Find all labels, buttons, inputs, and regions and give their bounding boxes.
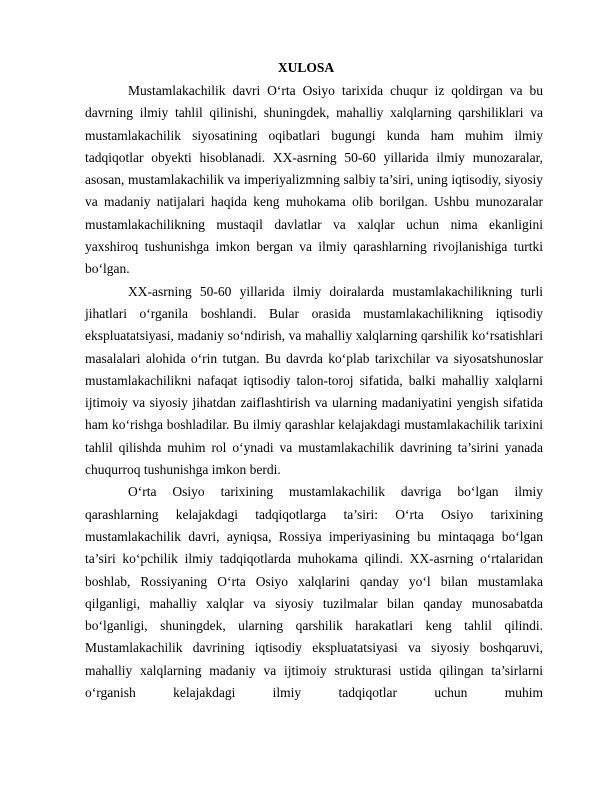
paragraph-2: XX-asrning 50-60 yillarida ilmiy doiralarda mustamlakachilikning turli jihatlari o‘rganila boshlandi. Bular orasida mustamlakachilikning iqtisodiy ekspluatatsiyasi, madaniy so‘ndirish, va mahalliy xalqlarning qarshilik ko‘rsatishlari masalalari alohida o‘rin tutgan. Bu davrda ko‘plab tarixchilar va siyosatshunoslar mustamlakachilikni nafaqat iqtisodiy talon-toroj sifatida, balki mahalliy xalqlarni ijtimoiy va siyosiy jihatdan zaiflashtirish va ularning madaniyatini yengish sifatida ham ko‘rishga boshladilar. Bu ilmiy qarashlar kelajakdagi mustamlakachilik tarixini tahlil qilishda muhim rol o‘ynadi va mustamlakachilik davrining ta’sirini yanada chuqurroq tushunishga imkon berdi. <box>85 283 543 478</box>
document-title: XULOSA <box>277 60 335 75</box>
paragraph-1: Mustamlakachilik davri O‘rta Osiyo tarixida chuqur iz qoldirgan va bu davrning ilmiy tahlil qilinishi, shuningdek, mahalliy xalqlarning qarshiliklari va mustamlakachilik siyosatining oqibatlari bugungi kunda ham muhim ilmiy tadqiqotlar obyekti hisoblanadi. XX-asrning 50-60 yillarida ilmiy munozaralar, asosan, mustamlakachilik va imperiyalizmning salbiy ta’siri, uning iqtisodiy, siyosiy va madaniy natijalari haqida keng muhokama olib borilgan. Ushbu munozaralar mustamlakachilikning mustaqil davlatlar va xalqlar uchun nima ekanligini yaxshiroq tushunishga imkon bergan va ilmiy qarashlarning rivojlanishiga turtki bo‘lgan. <box>85 83 543 277</box>
document-body <box>85 80 543 704</box>
paragraph-3: O‘rta Osiyo tarixining mustamlakachilik davriga bo‘lgan ilmiy qarashlarning kelajakdagi tadqiqotlarga ta’siri: O‘rta Osiyo tarixining mustamlakachilik davri, ayniqsa, Rossiya imperiyasining bu mintaqaga bo‘lgan ta’siri ko‘pchilik ilmiy tadqiqotlarda muhokama qilindi. XX-asrning o‘rtalaridan boshlab, Rossiyaning O‘rta Osiyo xalqlarini qanday yo‘l bilan mustamlaka qilganligi, mahalliy xalqlar va siyosiy tuzilmalar bilan qanday munosabatda bo‘lganligi, shuningdek, ularning qarshilik harakatlari keng tahlil qilindi. Mustamlakachilik davrining iqtisodiy ekspluatatsiyasi va siyosiy boshqaruvi, mahalliy xalqlarning madaniy va ijtimoiy strukturasi ustida qilingan ta’sirlarni o‘rganish kelajakdagi ilmiy tadqiqotlar uchun muhim <box>85 484 543 701</box>
